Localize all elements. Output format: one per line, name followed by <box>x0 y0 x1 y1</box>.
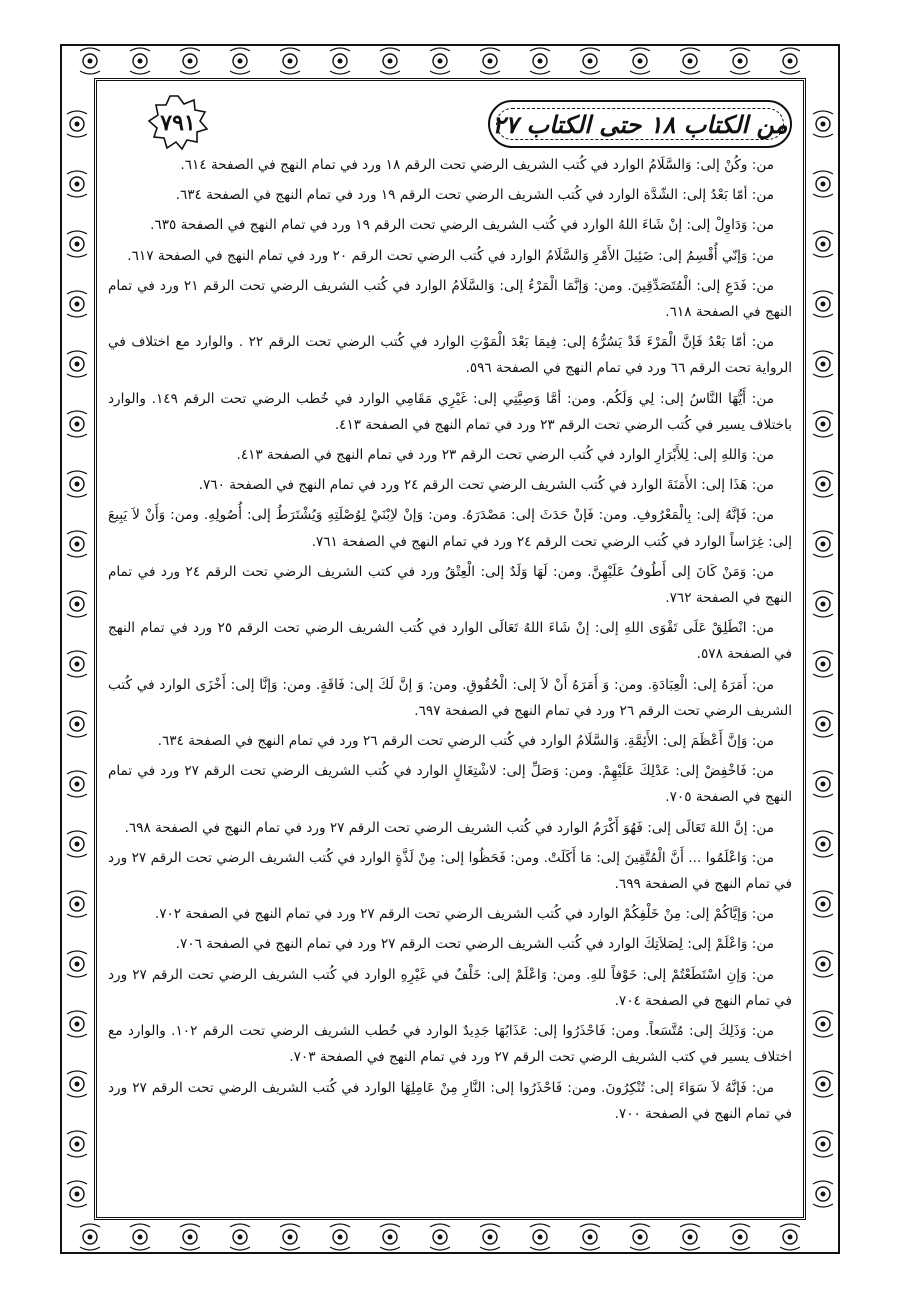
entry-paragraph: من: فَدَعِ إلى: الْمُتَصَدِّقِينَ. ومن: وَإنَّمَا الْمَرْءُ إلى: وَالسَّلَامُ الوارد في كُتب الشريف الرضي تحت الرقم ٢١ ورد في تمام النهج في الصفحة ٦١٨. <box>108 277 792 321</box>
entry-paragraph: من: فَإنَّهُ لاَ سَوَاءَ إلى: تُنْكِرُونَ. ومن: فَاحْذَرُوا إلى: النَّارِ مِنْ عَامِلِهَا الوارد في كُتب الشريف الرضي تحت الرقم ٢٧ ورد في تمام النهج في الصفحة ٧٠٠. <box>108 1079 792 1122</box>
entry-paragraph: من: وَإنَّ أَعْظَمَ إلى: الأَئِمَّةِ. وَالسَّلَامُ الوارد في كُتب الرضي تحت الرقم ٢٦ ورد في تمام النهج في الصفحة ٦٣٤. <box>157 733 774 750</box>
entry-paragraph: من: وَمَنْ كَانَ إلى أَطُوفُ عَلَيْهِنَّ. ومن: لَهَا وَلَدٌ إلى: الْعِتْقُ ورد في كتب الشريف الرضي تحت الرقم ٢٤ ورد في تمام النهج في الصفحة ٧٦٢. <box>108 563 792 607</box>
page-number: ٧٩١ <box>160 110 196 136</box>
entry-paragraph: من: هَذَا إلى: الأَمَنَةَ الوارد في كُتب الشريف الرضي تحت الرقم ٢٤ ورد في تمام النهج في الصفحة ٧٦٠. <box>198 477 774 494</box>
entry-paragraph: من: وَاعْلَمُوا ... أَنَّ الْمُتَّقِينَ إلى: مَا أَكَلَتْ. ومن: فَحَظُوا إلى: مِنْ لَذَّةٍ الوارد في كُتب الشريف الرضي تحت الرقم ٢٧ ورد في تمام النهج في الصفحة ٦٩٩. <box>108 849 792 893</box>
entry-paragraph: من: إنَّ اللهَ تَعَالَى إلى: فَهُوَ أَكْرَمُ الوارد في كُتب الشريف الرضي تحت الرقم ٢٧ ورد في تمام النهج في الصفحة ٦٩٨. <box>124 819 774 836</box>
entry-paragraph: من: انْطَلِقْ عَلَى تَقْوَى اللهِ إلى: إنْ شَاءَ اللهُ تَعَالَى الوارد في كُتب الشريف الرضي تحت الرقم ٢٥ ورد في تمام النهج في الصفحة ٥٧٨. <box>108 620 792 663</box>
entry-paragraph: من: وَإيَّاكُمْ إلى: مِنْ خَلْفِكُمْ الوارد في كُتب الشريف الرضي تحت الرقم ٢٧ ورد في تمام النهج في الصفحة ٧٠٢. <box>154 906 774 923</box>
entry-paragraph: من: أَيُّهَا النَّاسُ إلى: لِي وَلَكُم. ومن: أمَّا وَصِيَّتِي إلى: غَيْرِي مَقَامِي الوارد في خُطب الرضي تحت الرقم ١٤٩. والوارد باختلاف يسير في كُتب الرضي تحت الرقم ٢٣ ورد في تمام النهج في الصفحة ٤١٣. <box>108 390 792 433</box>
entry-paragraph: من: وكُنْ إلى: وَالسَّلَامُ الوارد في كُتب الشريف الرضي تحت الرقم ١٨ ورد في تمام النهج في الصفحة ٦١٤. <box>180 157 774 173</box>
entry-paragraph: من: وَدَاوِلْ إلى: إنْ شَاءَ اللهُ الوارد في كُتب الشريف الرضي تحت الرقم ١٩ ورد في تمام النهج في الصفحة ٦٣٥. <box>150 217 774 234</box>
entry-paragraph: من: وَإنّي أُقْسِمُ إلى: ضَئِيلَ الأَمْرِ وَالسَّلَامُ الوارد في كُتب الرضي تحت الرقم ٢٠ ورد في تمام النهج في الصفحة ٦١٧. <box>127 247 774 264</box>
entry-paragraph: من: أمّا بَعْدُ إلى: الشّدَّة الوارد في كُتب الشريف الرضي تحت الرقم ١٩ ورد في تمام النهج في الصفحة ٦٣٤. <box>175 187 774 204</box>
entry-paragraph: من: أَمَرَهُ إلى: الْعِبَادَةِ. ومن: وَ أَمَرَهُ أَنْ لاَ إلى: الْحُقُوقِ. ومن: وَ إنَّ لَكَ إلى: فَاقَةٍ. ومن: وَإنَّا إلى: أَخْزَى الوارد في كُتب الشريف الرضي تحت الرقم ٢٦ ورد في تمام النهج في الصفحة ٦٩٧. <box>108 676 792 719</box>
entry-paragraph: من: وَاعْلَمْ إلى: لِصَلاَتِكَ الوارد في كُتب الشريف الرضي تحت الرقم ٢٧ ورد في تمام النهج في الصفحة ٧٠٦. <box>175 936 774 953</box>
entry-paragraph: من: وَإنِ اسْتَطَعْتُمْ إلى: خَوْفاً للهِ. ومن: وَاعْلَمْ إلى: خَلْفٌ في غَيْرِهِ الوارد في كُتب الشريف الرضي تحت الرقم ٢٧ ورد في تمام النهج في الصفحة ٧٠٤. <box>108 966 792 1009</box>
page-number-badge <box>146 94 210 152</box>
chapter-title: من الكتاب ١٨ حتى الكتاب ٢٧ <box>492 109 788 139</box>
entry-paragraph: من: أمّا بَعْدُ فَإنَّ الْمَرْءَ قَدْ يَسُرُّهُ إلى: فِيمَا بَعْدَ الْمَوْتِ الوارد في كُتب الرضي تحت الرقم ٢٢ . والوارد مع اختلاف في الرواية تحت الرقم ٦٦ ورد في تمام النهج في الصفحة ٥٩٦. <box>108 334 792 377</box>
entry-paragraph: من: فَاخْفِضْ إلى: عَدْلِكَ عَلَيْهِمْ. ومن: وَصَلِّ إلى: لاشْتِغَالٍ الوارد في كُتب الشريف الرضي تحت الرقم ٢٧ ورد في تمام النهج في الصفحة ٧٠٥. <box>108 763 792 806</box>
page-body <box>108 152 792 1131</box>
entry-paragraph: من: وَاللهِ إلى: لِلأَبْرَارِ الوارد في كُتب الرضي تحت الرقم ٢٣ ورد في تمام النهج في الصفحة ٤١٣. <box>236 447 774 464</box>
page-header <box>108 100 792 146</box>
entry-paragraph: من: فَإنَّهُ إلى: بِالْمَعْرُوفِ. ومن: فَإنْ حَدَثَ إلى: مَصْدَرَهُ. ومن: وَإنْ لاِبْنَيْ لِوُصْلَتِهِ وَيُشْتَرَطُ إلى: أُصُولِهِ. ومن: وَأَنْ لاَ يَبِيعَ إلى: غِرَاساً الوارد في كُتب الرضي تحت الرقم ٢٤ ورد في تمام النهج في الصفحة ٧٦١. <box>108 507 792 550</box>
entry-paragraph: من: وَذَلِكَ إلى: مُتَّسَعاً. ومن: فَاحْذَرُوا إلى: عَذَابُهَا جَدِيدٌ الوارد في خُطب الشريف الرضي تحت الرقم ١٠٢. والوارد مع اختلاف يسير في كتب الشريف الرضي تحت الرقم ٢٧ ورد في تمام النهج في الصفحة ٧٠٣. <box>108 1023 792 1066</box>
chapter-title-box <box>488 100 792 148</box>
